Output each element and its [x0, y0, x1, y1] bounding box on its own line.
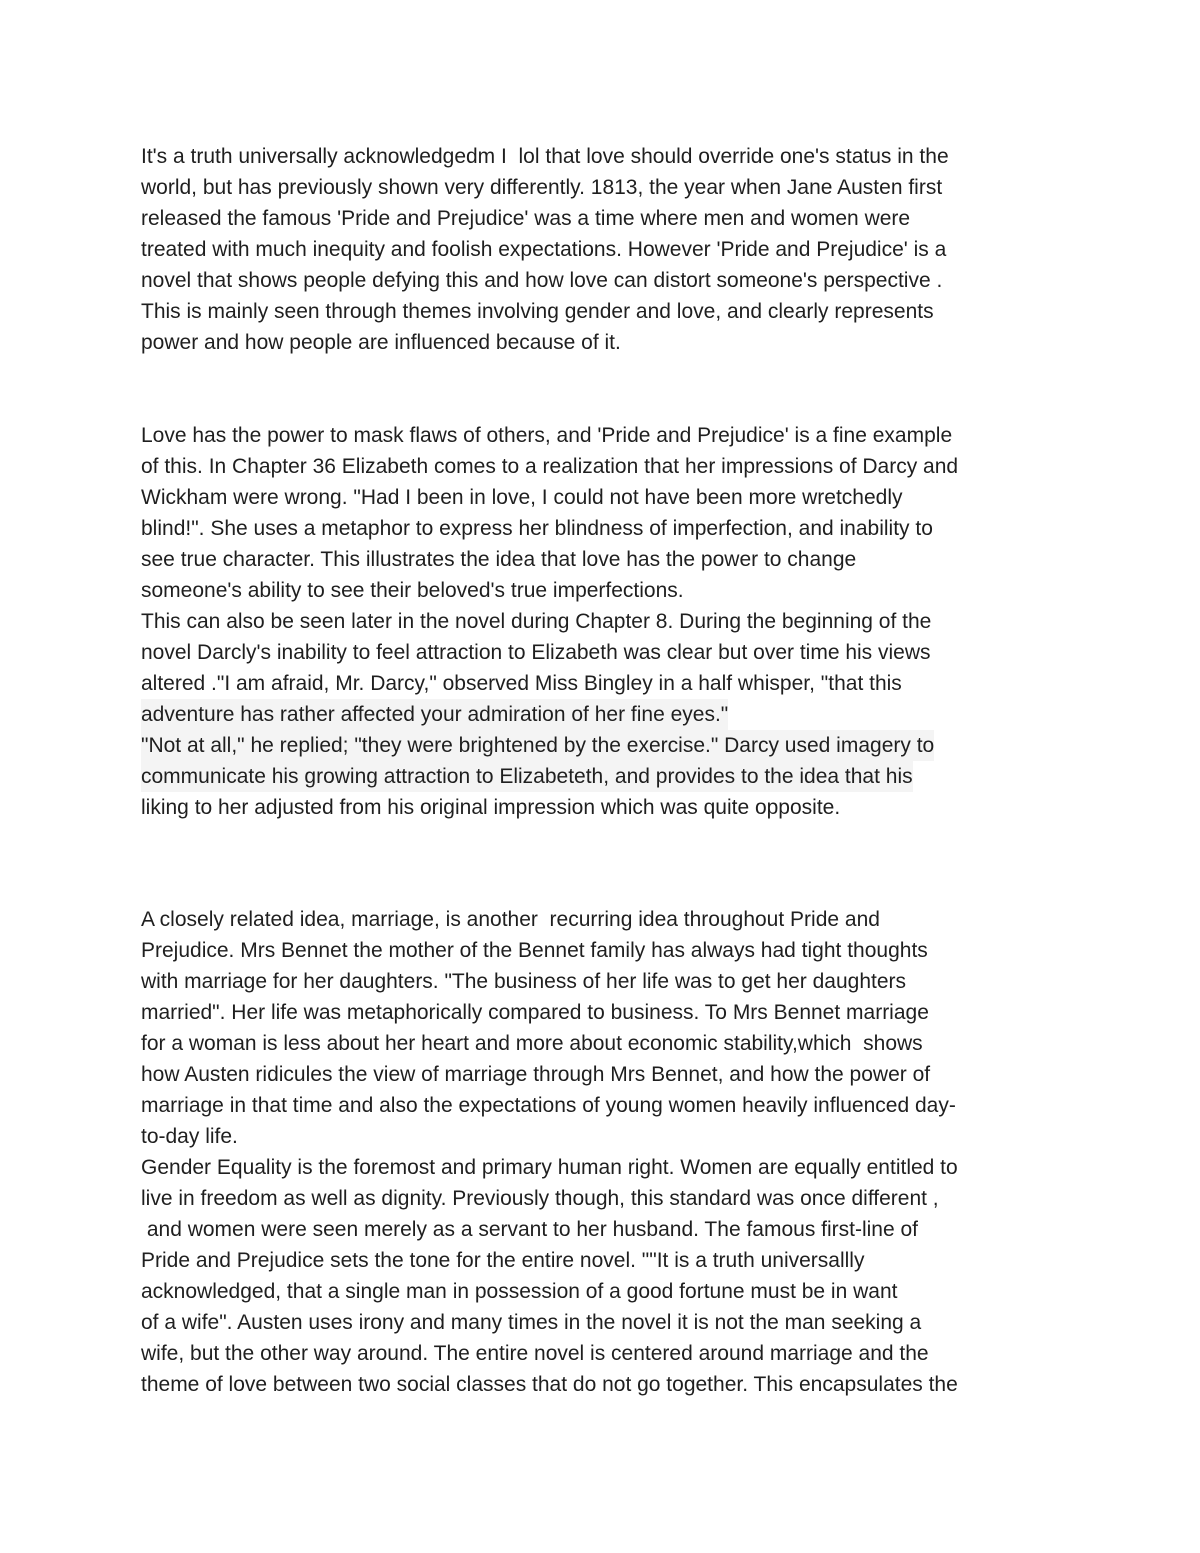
text-line: see true character. This illustrates the idea that love has the power to change — [141, 548, 857, 571]
text-line: A closely related idea, marriage, is another recurring idea throughout Pride and — [141, 908, 880, 931]
text-line: married". Her life was metaphorically compared to business. To Mrs Bennet marriage — [141, 1001, 929, 1024]
text-line: Love has the power to mask flaws of others, and 'Pride and Prejudice' is a fine example — [141, 424, 953, 447]
text-line: liking to her adjusted from his original impression which was quite opposite. — [141, 796, 841, 819]
text-line: someone's ability to see their beloved's true imperfections. — [141, 579, 684, 602]
text-line: acknowledged, that a single man in possession of a good fortune must be in want — [141, 1280, 898, 1303]
text-line: world, but has previously shown very differently. 1813, the year when Jane Austen first — [141, 176, 943, 199]
text-line: with marriage for her daughters. "The business of her life was to get her daughters — [141, 970, 907, 993]
text-line: It's a truth universally acknowledgedm I lol that love should override one's status in the — [141, 145, 949, 168]
text-line: Wickham were wrong. "Had I been in love, I could not have been more wretchedly — [141, 486, 903, 509]
text-line: wife, but the other way around. The entire novel is centered around marriage and the — [141, 1342, 929, 1365]
text-line: novel that shows people defying this and how love can distort someone's perspective . — [141, 269, 943, 292]
text-line: of this. In Chapter 36 Elizabeth comes to a realization that her impressions of Darcy and — [141, 455, 959, 478]
text-line: treated with much inequity and foolish expectations. However 'Pride and Prejudice' is a — [141, 238, 947, 261]
text-line: power and how people are influenced because of it. — [141, 331, 621, 354]
text-line: altered ."I am afraid, Mr. Darcy," observed Miss Bingley in a half whisper, "that this — [141, 672, 902, 695]
text-line: theme of love between two social classes that do not go together. This encapsulates the — [141, 1373, 958, 1396]
text-line: and women were seen merely as a servant to her husband. The famous first-line of — [141, 1218, 919, 1241]
text-line: Prejudice. Mrs Bennet the mother of the Bennet family has always had tight thoughts — [141, 939, 928, 962]
text-line: released the famous 'Pride and Prejudice' was a time where men and women were — [141, 207, 911, 230]
text-line: Pride and Prejudice sets the tone for the entire novel. ""It is a truth universallly — [141, 1249, 865, 1272]
text-line: This is mainly seen through themes involving gender and love, and clearly represents — [141, 300, 934, 323]
text-line: marriage in that time and also the expectations of young women heavily influenced day- — [141, 1094, 956, 1117]
quoted-text-line: adventure has rather affected your admiration of her fine eyes." — [141, 699, 728, 730]
text-line: for a woman is less about her heart and more about economic stability,which shows — [141, 1032, 923, 1055]
quoted-text-line: "Not at all," he replied; "they were brightened by the exercise." Darcy used imagery to — [141, 730, 934, 761]
text-line: Gender Equality is the foremost and primary human right. Women are equally entitled to — [141, 1156, 958, 1179]
text-line: how Austen ridicules the view of marriage through Mrs Bennet, and how the power of — [141, 1063, 931, 1086]
text-line: of a wife". Austen uses irony and many times in the novel it is not the man seeking a — [141, 1311, 922, 1334]
text-line: novel Darcly's inability to feel attraction to Elizabeth was clear but over time his views — [141, 641, 931, 664]
text-line: live in freedom as well as dignity. Previously though, this standard was once different , — [141, 1187, 939, 1210]
text-line: to-day life. — [141, 1125, 238, 1148]
highlighted-text-line: communicate his growing attraction to Elizabeteth, and provides to the idea that his — [141, 761, 913, 792]
text-line: blind!". She uses a metaphor to express her blindness of imperfection, and inability to — [141, 517, 933, 540]
text-line: This can also be seen later in the novel during Chapter 8. During the beginning of the — [141, 610, 932, 633]
